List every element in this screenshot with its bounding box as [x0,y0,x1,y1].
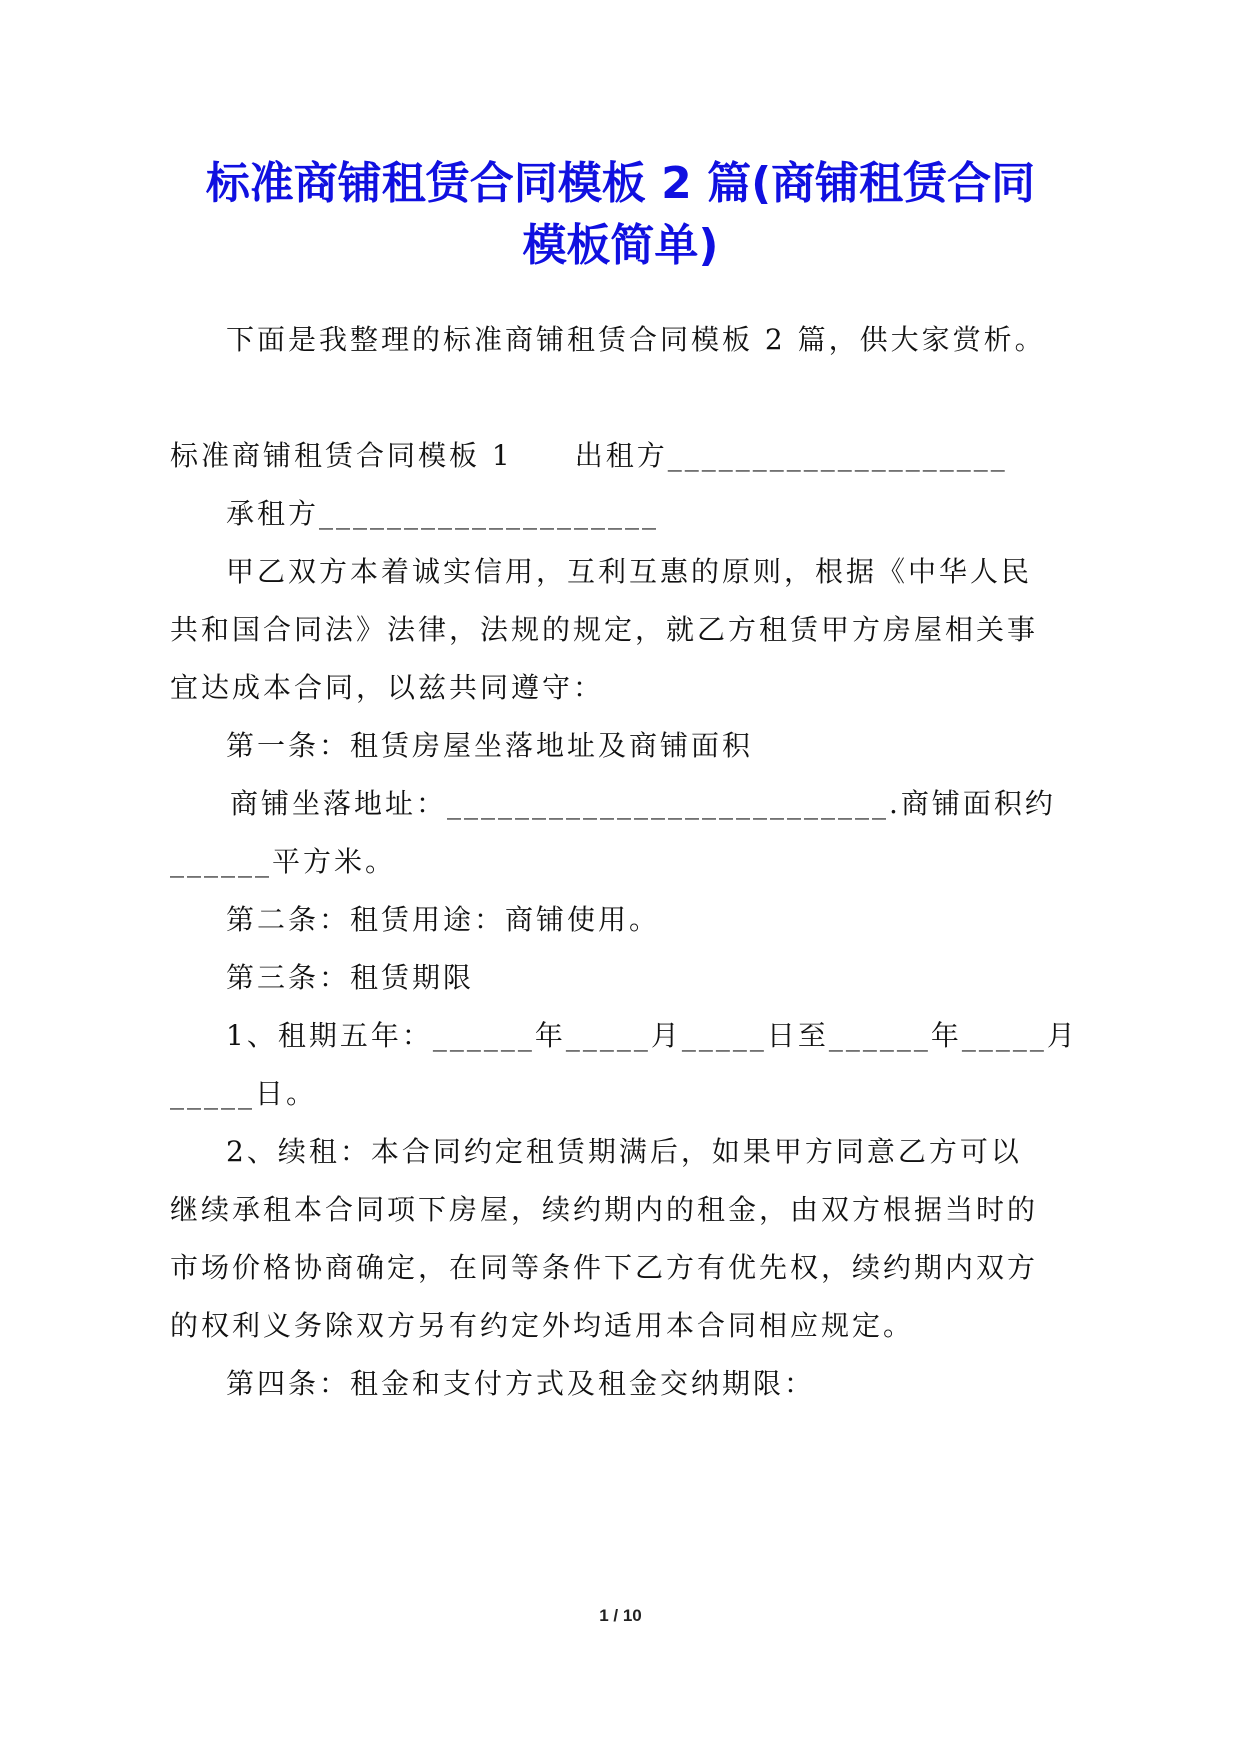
lessee-line: 承租方____________________ [226,497,660,530]
paragraph-line: 甲乙双方本着诚实信用，互利互惠的原则，根据《中华人民 [226,555,1033,588]
area-line: ______平方米。 [170,845,397,878]
term-line-continued: _____日。 [170,1077,318,1110]
renewal-paragraph-line: 的权利义务除双方另有约定外均适用本合同相应规定。 [170,1309,915,1342]
document-title-line-1: 标准商铺租赁合同模板 2 篇(商铺租赁合同 [205,158,1036,209]
article-1-heading: 第一条：租赁房屋坐落地址及商铺面积 [226,729,754,762]
term-line: 1、租期五年：______年_____月_____日至______年_____月 [226,1019,1078,1052]
article-4-heading: 第四条：租金和支付方式及租金交纳期限： [226,1367,816,1400]
paragraph-line: 共和国合同法》法律，法规的规定，就乙方租赁甲方房屋相关事 [170,613,1039,646]
address-line: 商铺坐落地址：__________________________.商铺面积约 [230,787,1056,820]
paragraph-line: 宜达成本合同，以兹共同遵守： [170,671,605,704]
renewal-paragraph-line: 继续承租本合同项下房屋，续约期内的租金，由双方根据当时的 [170,1193,1039,1226]
template-1-heading: 标准商铺租赁合同模板 1 出租方____________________ [170,439,1008,472]
article-2-heading: 第二条：租赁用途：商铺使用。 [226,903,661,936]
intro-paragraph: 下面是我整理的标准商铺租赁合同模板 2 篇，供大家赏析。 [226,323,1046,356]
renewal-paragraph-line: 市场价格协商确定，在同等条件下乙方有优先权，续约期内双方 [170,1251,1039,1284]
document-title-line-2: 模板简单) [522,220,719,271]
page-number: 1 / 10 [599,1606,642,1625]
article-3-heading: 第三条：租赁期限 [226,961,475,994]
renewal-paragraph-line: 2、续租：本合同约定租赁期满后，如果甲方同意乙方可以 [226,1135,1022,1168]
